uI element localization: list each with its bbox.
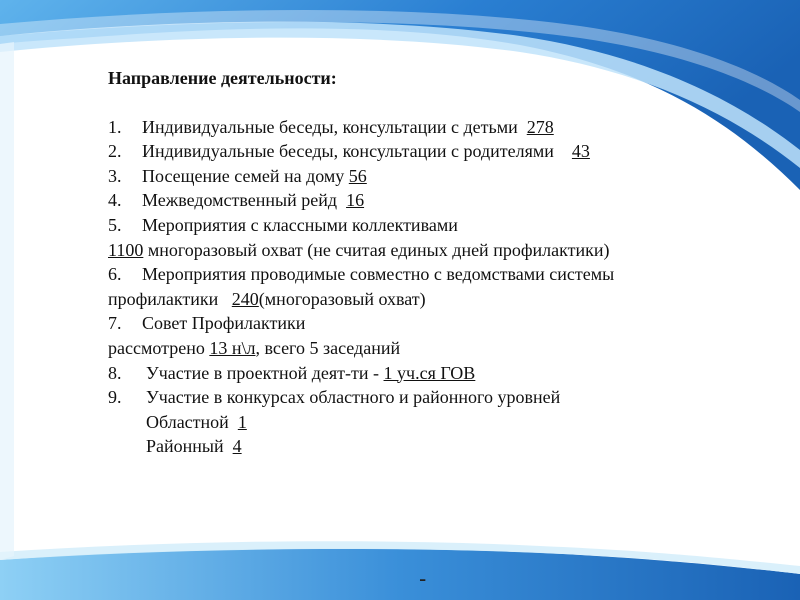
list-item-9: 9. Участие в конкурсах областного и районного уровней <box>108 387 561 408</box>
footer-mark: - <box>419 566 427 591</box>
item-value: 13 н\л <box>209 337 256 358</box>
item-value: 240 <box>231 288 259 309</box>
list-subitem-regional: Областной 1 <box>146 411 247 432</box>
list-item-7-continuation: рассмотрено 13 н\л, всего 5 заседаний <box>108 337 401 358</box>
list-subitem-district: Районный 4 <box>146 436 242 457</box>
item-value: 1100 <box>108 239 144 260</box>
list-item-5-continuation: 1100 многоразовый охват (не считая единых дней профилактики) <box>108 239 610 260</box>
item-value: 16 <box>346 190 365 211</box>
list-item-6: 6. Мероприятия проводимые совместно с ведомствами системы <box>108 264 615 285</box>
list-item-5: 5. Мероприятия с классными коллективами <box>108 214 458 235</box>
list-item-7: 7. Совет Профилактики <box>108 313 306 334</box>
item-value: 56 <box>348 165 367 186</box>
item-value: 43 <box>571 141 590 162</box>
item-value: 278 <box>526 116 554 137</box>
list-item-3: 3. Посещение семей на дому 56 <box>108 165 367 186</box>
slide-heading: Направление деятельности: <box>108 68 337 88</box>
item-value: 1 уч.ся ГОВ <box>383 362 476 383</box>
list-item-6-continuation: профилактики 240(многоразовый охват) <box>108 288 426 309</box>
list-item-1: 1. Индивидуальные беседы, консультации с детьми 278 <box>108 116 554 137</box>
list-item-8: 8. Участие в проектной деят-ти - 1 уч.ся ГОВ <box>108 362 476 383</box>
list-item-2: 2. Индивидуальные беседы, консультации с родителями 43 <box>108 141 590 162</box>
item-value: 1 <box>237 411 247 432</box>
item-value: 4 <box>232 436 242 457</box>
slide-content <box>108 66 788 459</box>
left-edge-decoration <box>0 42 14 560</box>
list-item-4: 4. Межведомственный рейд 16 <box>108 190 365 211</box>
